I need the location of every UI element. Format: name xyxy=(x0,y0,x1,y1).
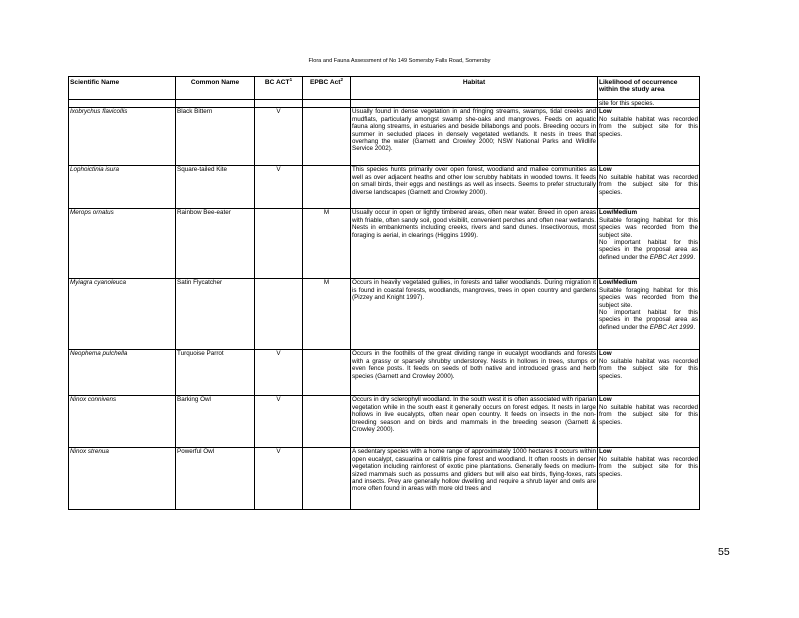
table-row xyxy=(69,108,700,166)
likelihood-note-text: No important habitat for this species in the proposal area as defined under the xyxy=(599,309,698,331)
bc-status: V xyxy=(255,448,303,510)
column-header-habitat: Habitat xyxy=(351,77,598,100)
epbc-status: M xyxy=(303,279,351,350)
common-name: Powerful Owl xyxy=(176,448,255,510)
bc-status: V xyxy=(255,166,303,209)
likelihood-cell xyxy=(598,396,700,448)
table-row xyxy=(69,350,700,396)
habitat-text: A sedentary species with a home range of approximately 1000 hectares it occurs within open eucalypt, casuarina or callitris pine forest and woodland. It often roosts in denser vegetation including rainforest of exotic pine plantations. Generally feeds on medium-sized mammals such as possums and gliders but will also eat birds, flying-foxes, rats and insects. Prey are generally hollow dwelling and require a shrub layer and owls are more often found in areas with more old trees and xyxy=(351,448,598,510)
likelihood-act-name: EPBC Act 1999 xyxy=(649,323,694,331)
common-name: Satin Flycatcher xyxy=(176,279,255,350)
likelihood-level: Low xyxy=(599,166,612,174)
habitat-text: Usually found in dense vegetation in and fringing streams, swamps, tidal creeks and mudflats, particularly amongst swamp she-oaks and mangroves. Feeds on aquatic fauna along streams, in estuaries and beside billabongs and pools. Breeding occurs in summer in secluded places in densely vegetated wetlands. It nests in trees that overhang the water (Garnett and Crowley 2000; NSW National Parks and Wildlife Service 2002). xyxy=(351,108,598,166)
likelihood-note-text: No important habitat for this species in the proposal area as defined under the xyxy=(599,239,698,261)
common-name: Barking Owl xyxy=(176,396,255,448)
column-header-common: Common Name xyxy=(176,77,255,100)
scientific-name: Ninox connivens xyxy=(69,396,176,448)
scientific-name: Ninox strenua xyxy=(69,448,176,510)
likelihood-note-tail: . xyxy=(693,323,696,331)
scientific-name: Ixobrychus flavicollis xyxy=(69,108,176,166)
column-header-epbc xyxy=(303,77,351,100)
likelihood-text: No suitable habitat was recorded from the subject site for this species. xyxy=(599,403,698,426)
bc-status xyxy=(255,209,303,279)
habitat-text: Usually occur in open or lightly timbered areas, often near water. Breed in open areas with friable, often sandy soil, good visibilit, convenient perches and often near wetlands. Nests in embankments including creeks, rivers and sand dunes. Insectivorous, most foraging is aerial, in clearings (Higgins 1999). xyxy=(351,209,598,279)
common-name: Square-tailed Kite xyxy=(176,166,255,209)
likelihood-text: No suitable habitat was recorded from the subject site for this species. xyxy=(599,115,698,138)
habitat-text: Occurs in heavily vegetated gullies, in forests and taller woodlands. During migration it is found in coastal forests, woodlands, mangroves, trees in open country and gardens (Pizzey and Knight 1997). xyxy=(351,279,598,350)
likelihood-level: Low/Medium xyxy=(599,209,638,217)
epbc-footnote-marker: 2 xyxy=(340,76,344,82)
common-name: Rainbow Bee-eater xyxy=(176,209,255,279)
likelihood-text: No suitable habitat was recorded from the subject site for this species. xyxy=(599,357,698,380)
continuation-cell xyxy=(303,100,351,108)
table-row xyxy=(69,396,700,448)
page-number: 55 xyxy=(718,546,730,558)
epbc-status xyxy=(303,396,351,448)
table-row xyxy=(69,166,700,209)
table-row xyxy=(69,209,700,279)
likelihood-level: Low xyxy=(599,396,612,404)
likelihood-cell xyxy=(598,108,700,166)
likelihood-text: No suitable habitat was recorded from the subject site for this species. xyxy=(599,455,698,478)
likelihood-text: Suitable foraging habitat for this species was recorded from the subject site. xyxy=(599,286,698,309)
likelihood-level: Low xyxy=(599,350,612,358)
likelihood-cell xyxy=(598,279,700,350)
habitat-text: Occurs in dry sclerophyll woodland. In the south west it is often associated with riparian vegetation while in the south east it generally occurs on forest edges. It nests in large hollows in live eucalypts, often near open country. It feeds on insects in the non-breeding season and on birds and mammals in the breeding season (Garnett & Crowley 2000). xyxy=(351,396,598,448)
table-row xyxy=(69,279,700,350)
bc-label: BC ACT xyxy=(264,79,290,86)
table-header-row xyxy=(69,77,700,100)
bc-status xyxy=(255,279,303,350)
epbc-status: M xyxy=(303,209,351,279)
bc-status: V xyxy=(255,108,303,166)
likelihood-level: Low xyxy=(599,448,612,456)
continuation-likelihood: site for this species. xyxy=(598,100,700,108)
likelihood-note-tail: . xyxy=(693,253,696,261)
epbc-label: EPBC Act xyxy=(309,79,341,86)
bc-footnote-marker: 1 xyxy=(289,76,293,82)
scientific-name: Lophoictinia isura xyxy=(69,166,176,209)
continuation-cell xyxy=(176,100,255,108)
epbc-status xyxy=(303,166,351,209)
column-header-scientific: Scientific Name xyxy=(69,77,176,100)
habitat-text: This species hunts primarily over open forest, woodland and mallee communities as well as over adjacent heaths and other low scrubby habitats in wooded towns. It feeds on small birds, their eggs and nestlings as well as insects. Seems to prefer structurally diverse landscapes (Garnett and Crowley 2000). xyxy=(351,166,598,209)
likelihood-level: Low xyxy=(599,108,612,116)
table-row xyxy=(69,448,700,510)
likelihood-cell xyxy=(598,350,700,396)
scientific-name: Neophema pulchella xyxy=(69,350,176,396)
likelihood-cell xyxy=(598,209,700,279)
scientific-name: Myiagra cyanoleuca xyxy=(69,279,176,350)
common-name: Black Bittern xyxy=(176,108,255,166)
column-header-likelihood: Likelihood of occurrence within the study area xyxy=(598,77,700,100)
scientific-name: Merops ornatus xyxy=(69,209,176,279)
likelihood-note xyxy=(599,239,698,261)
epbc-status xyxy=(303,108,351,166)
likelihood-level: Low/Medium xyxy=(599,279,638,287)
bc-status: V xyxy=(255,350,303,396)
habitat-text: Occurs in the foothills of the great dividing range in eucalypt woodlands and forests with a grassy or sparsely shrubby understorey. Nests in hollows in trees, stumps or even fence posts. It feeds on seeds of both native and introduced grass and herb species (Garnett and Crowley 2000). xyxy=(351,350,598,396)
likelihood-act-name: EPBC Act 1999 xyxy=(649,253,694,261)
common-name: Turquoise Parrot xyxy=(176,350,255,396)
column-header-bc xyxy=(255,77,303,100)
bc-status: V xyxy=(255,396,303,448)
epbc-status xyxy=(303,448,351,510)
continuation-row xyxy=(69,100,700,108)
likelihood-text: No suitable habitat was recorded from the subject site for this species. xyxy=(599,173,698,196)
likelihood-cell xyxy=(598,166,700,209)
page-header: Flora and Fauna Assessment of No 149 Somersby Falls Road, Somersby xyxy=(308,58,491,64)
epbc-status xyxy=(303,350,351,396)
continuation-cell xyxy=(69,100,176,108)
fauna-table xyxy=(68,76,700,510)
likelihood-text: Suitable foraging habitat for this species was recorded from the subject site. xyxy=(599,216,698,239)
continuation-cell xyxy=(255,100,303,108)
continuation-cell xyxy=(351,100,598,108)
likelihood-note xyxy=(599,309,698,331)
likelihood-cell xyxy=(598,448,700,510)
